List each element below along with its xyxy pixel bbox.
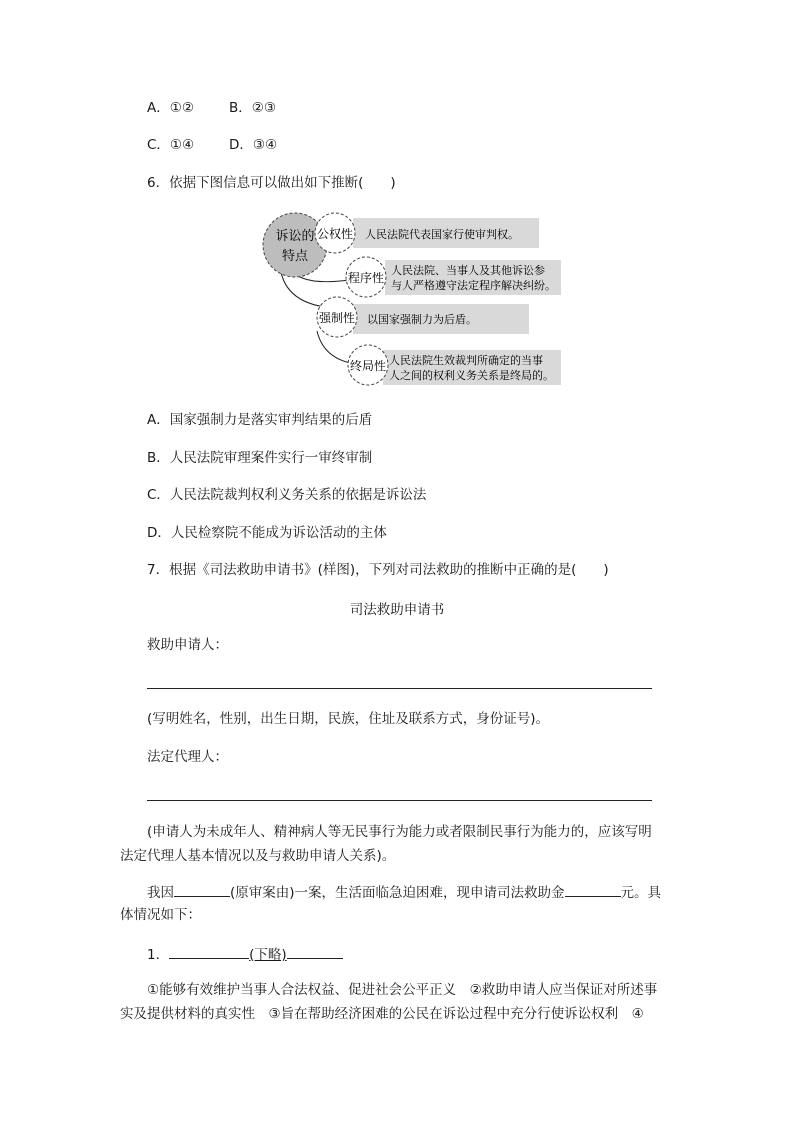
reason-line2: 体情况如下： — [120, 907, 201, 923]
feature-label-public-power: 公权性 — [316, 227, 354, 241]
feature-label-coercive: 强制性 — [318, 311, 356, 325]
item1-blank-left — [169, 944, 249, 959]
reason-suffix: 元。具 — [620, 885, 662, 901]
box-text-procedural-2: 与人严格遵守法定程序解决纠纷。 — [391, 279, 556, 292]
agent-note-line1: (申请人为未成年人、精神病人等无民事行为能力或者限制民事行为能力的，应该写明 — [147, 824, 652, 840]
amount-blank — [565, 882, 621, 897]
agent-note-line2: 法定代理人基本情况以及与救助申请人关系)。 — [120, 848, 396, 864]
q6-stem: 6．依据下图信息可以做出如下推断( ) — [147, 175, 396, 191]
q5-option-d: D．③④ — [229, 137, 278, 153]
feature-label-procedural: 程序性 — [347, 271, 385, 285]
litigation-features-diagram — [255, 205, 567, 390]
box-text-coercive: 以国家强制力为后盾。 — [367, 313, 477, 326]
agent-fill-line — [147, 800, 652, 801]
q7-stem: 7．根据《司法救助申请书》(样图)，下列对司法救助的推断中正确的是( ) — [147, 562, 609, 578]
q6-option-b: B．人民法院审理案件实行一审终审制 — [147, 450, 373, 466]
reason-middle: (原审案由)一案，生活面临急迫困难，现申请司法救助金 — [230, 885, 565, 901]
agent-label: 法定代理人： — [147, 749, 228, 765]
q5-option-c: C．①④ — [147, 137, 195, 153]
reason-line1 — [147, 882, 661, 902]
box-text-final-2: 人之间的权利义务关系是终局的。 — [389, 369, 554, 382]
q5-option-b: B．②③ — [229, 100, 276, 116]
feature-label-final: 终局性 — [349, 359, 387, 373]
item1-line — [147, 944, 343, 964]
form-title: 司法救助申请书 — [349, 602, 445, 618]
applicant-label: 救助申请人： — [147, 637, 228, 653]
box-text-final-1: 人民法院生效裁判所确定的当事 — [389, 354, 543, 367]
q6-option-d: D．人民检察院不能成为诉讼活动的主体 — [147, 525, 387, 541]
center-label-line2: 特点 — [281, 249, 309, 264]
box-text-procedural-1: 人民法院、当事人及其他诉讼参 — [391, 264, 545, 277]
reason-blank — [174, 882, 230, 897]
item1-blank-right — [287, 944, 343, 959]
center-circle — [263, 213, 327, 277]
statements-line1: ①能够有效维护当事人合法权益、促进社会公平正义 ②救助申请人应当保证对所述事 — [147, 982, 658, 998]
item1-text: (下略) — [249, 947, 287, 963]
applicant-note: (写明姓名，性别，出生日期，民族，住址及联系方式，身份证号)。 — [147, 711, 550, 727]
q5-option-a: A．①② — [147, 100, 194, 116]
center-label-line1: 诉讼的 — [275, 229, 315, 244]
box-text-public-power: 人民法院代表国家行使审判权。 — [365, 228, 519, 241]
item1-number: 1． — [147, 947, 170, 963]
statements-line2: 实及提供材料的真实性 ③旨在帮助经济困难的公民在诉讼过程中充分行使诉讼权利 ④ — [120, 1006, 644, 1022]
reason-prefix: 我因 — [147, 885, 174, 901]
applicant-fill-line — [147, 688, 652, 689]
q6-option-c: C．人民法院裁判权利义务关系的依据是诉讼法 — [147, 487, 427, 503]
q6-option-a: A．国家强制力是落实审判结果的后盾 — [147, 412, 373, 428]
